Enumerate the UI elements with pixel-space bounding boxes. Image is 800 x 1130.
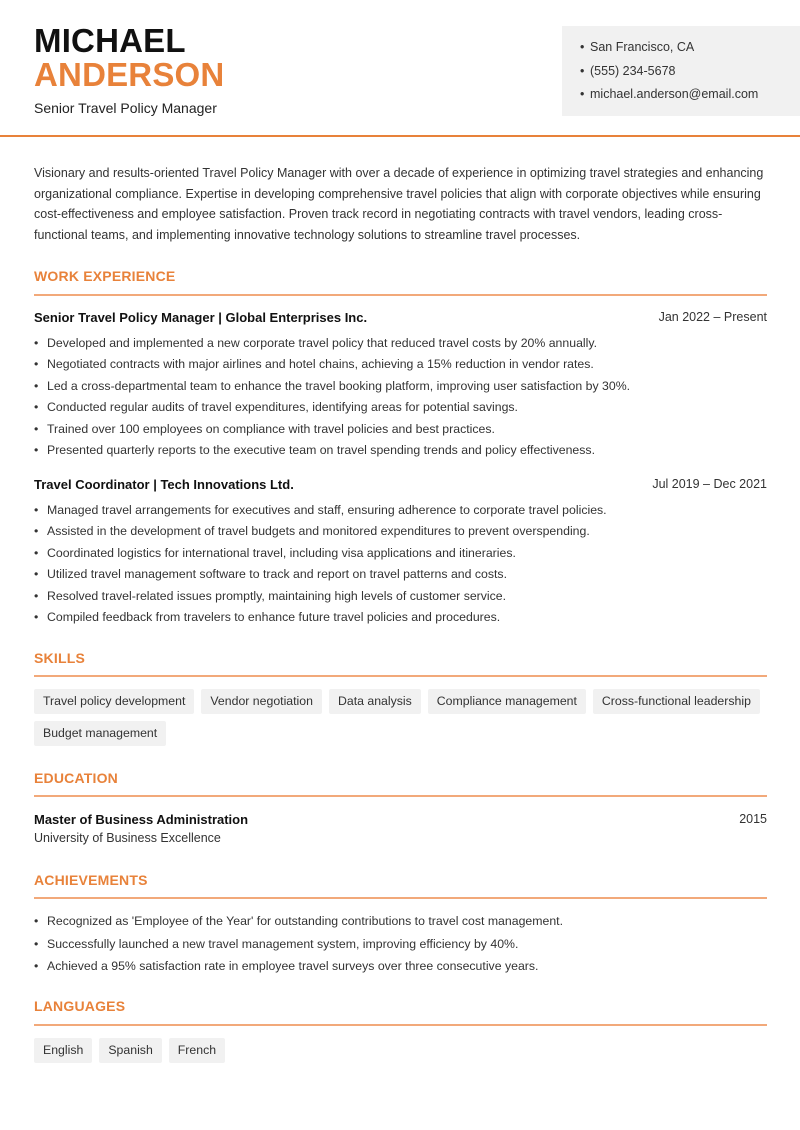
list-item [34,502,767,523]
education-year: 2015 [739,812,767,826]
bullet-icon: • [580,40,585,54]
list-item [34,588,767,609]
bullet-icon: • [34,336,39,350]
list-item-text: Achieved a 95% satisfaction rate in employee travel surveys over three consecutive years. [47,959,539,973]
language-tag: French [169,1038,225,1063]
job-bullets [34,335,767,463]
bullet-icon: • [34,936,39,951]
contact-phone-text: (555) 234-5678 [590,63,676,78]
skill-tag: Budget management [34,721,166,746]
job-dates: Jul 2019 – Dec 2021 [652,477,767,491]
section-divider [34,897,767,899]
list-item [34,399,767,420]
section-divider [34,795,767,797]
bullet-icon: • [34,503,39,517]
list-item-text: Assisted in the development of travel budgets and monitored expenditures to prevent overspending. [47,524,590,539]
job-title: Senior Travel Policy Manager [34,100,217,116]
list-item-text: Trained over 100 employees on compliance with travel policies and best practices. [47,421,495,436]
list-item [34,356,767,377]
list-item [34,335,767,356]
education-school: University of Business Excellence [34,831,221,845]
section-title-languages: LANGUAGES [34,998,126,1014]
list-item-text: Successfully launched a new travel management system, improving efficiency by 40%. [47,936,519,951]
list-item [34,442,767,463]
list-item-text: Negotiated contracts with major airlines and hotel chains, achieving a 15% reduction in vendor rates. [47,357,594,372]
contact-location-text: San Francisco, CA [590,40,695,54]
job-header [34,477,767,492]
job-header [34,310,767,325]
list-item-text: Presented quarterly reports to the executive team on travel spending trends and policy effectiveness. [47,442,595,457]
list-item [34,936,767,959]
skill-tag: Data analysis [329,689,421,714]
list-item-text: Compiled feedback from travelers to enhance future travel policies and procedures. [47,609,501,624]
section-divider [34,675,767,677]
bullet-icon: • [34,400,39,415]
section-divider [34,1024,767,1026]
list-item-text: Developed and implemented a new corporate travel policy that reduced travel costs by 20% annually. [47,336,598,350]
list-item-text: Recognized as 'Employee of the Year' for outstanding contributions to travel cost management. [47,914,564,928]
bullet-icon: • [34,357,39,372]
list-item [34,378,767,399]
list-item-text: Conducted regular audits of travel expenditures, identifying areas for potential savings. [47,400,518,415]
first-name: MICHAEL [34,22,186,59]
list-item [34,566,767,587]
list-item [34,421,767,442]
professional-summary: Visionary and results-oriented Travel Policy Manager with over a decade of experience in optimizing travel strategies and enhancing organizational compliance. Expertise in developing comprehensive travel policies that align with corporate objectives while ensuring cost-effectiveness and employee satisfaction. Proven track record in negotiating contracts with travel vendors, leading cross-functional teams, and implementing innovative technology solutions to streamline travel processes. [34,166,764,243]
section-divider [34,294,767,296]
section-title-experience: WORK EXPERIENCE [34,268,176,284]
skill-tag: Vendor negotiation [201,689,322,714]
list-item [34,913,767,936]
last-name: ANDERSON [34,56,225,93]
section-title-education: EDUCATION [34,770,118,786]
bullet-icon: • [34,524,39,539]
list-item-text: Managed travel arrangements for executives and staff, ensuring adherence to corporate travel policies. [47,503,607,517]
bullet-icon: • [580,63,585,78]
list-item-text: Resolved travel-related issues promptly, maintaining high levels of customer service. [47,588,507,603]
bullet-icon: • [34,959,39,973]
list-item-text: Led a cross-departmental team to enhance the travel booking platform, improving user satisfaction by 30%. [47,378,631,393]
job-dates: Jan 2022 – Present [658,310,767,324]
education-degree: Master of Business Administration [34,812,249,827]
list-item [34,545,767,566]
contact-location [580,39,800,63]
contact-phone [580,63,800,87]
list-item [34,609,767,630]
contact-email [580,86,800,110]
list-item [34,523,767,544]
bullet-icon: • [34,442,39,457]
bullet-icon: • [580,87,585,101]
skills-list [34,689,774,753]
bullet-icon: • [34,567,39,582]
list-item-text: Utilized travel management software to track and report on travel patterns and costs. [47,567,507,582]
bullet-icon: • [34,421,39,436]
section-title-achievements: ACHIEVEMENTS [34,872,148,888]
languages-list [34,1038,774,1070]
language-tag: English [34,1038,92,1063]
job-role: Travel Coordinator | Tech Innovations Ltd. [34,477,294,492]
language-tag: Spanish [99,1038,161,1063]
job-role: Senior Travel Policy Manager | Global Enterprises Inc. [34,310,368,325]
achievements-list [34,913,767,981]
job-bullets [34,502,767,630]
section-title-skills: SKILLS [34,650,85,666]
list-item [34,958,767,981]
bullet-icon: • [34,588,39,603]
contact-box [562,26,800,116]
contact-email-text: michael.anderson@email.com [590,87,759,101]
bullet-icon: • [34,609,39,624]
skill-tag: Compliance management [428,689,586,714]
bullet-icon: • [34,545,39,560]
list-item-text: Coordinated logistics for international travel, including visa applications and itineraries. [47,545,516,560]
skill-tag: Travel policy development [34,689,194,714]
resume-header [0,0,800,137]
bullet-icon: • [34,914,39,928]
bullet-icon: • [34,378,39,393]
skill-tag: Cross-functional leadership [593,689,760,714]
